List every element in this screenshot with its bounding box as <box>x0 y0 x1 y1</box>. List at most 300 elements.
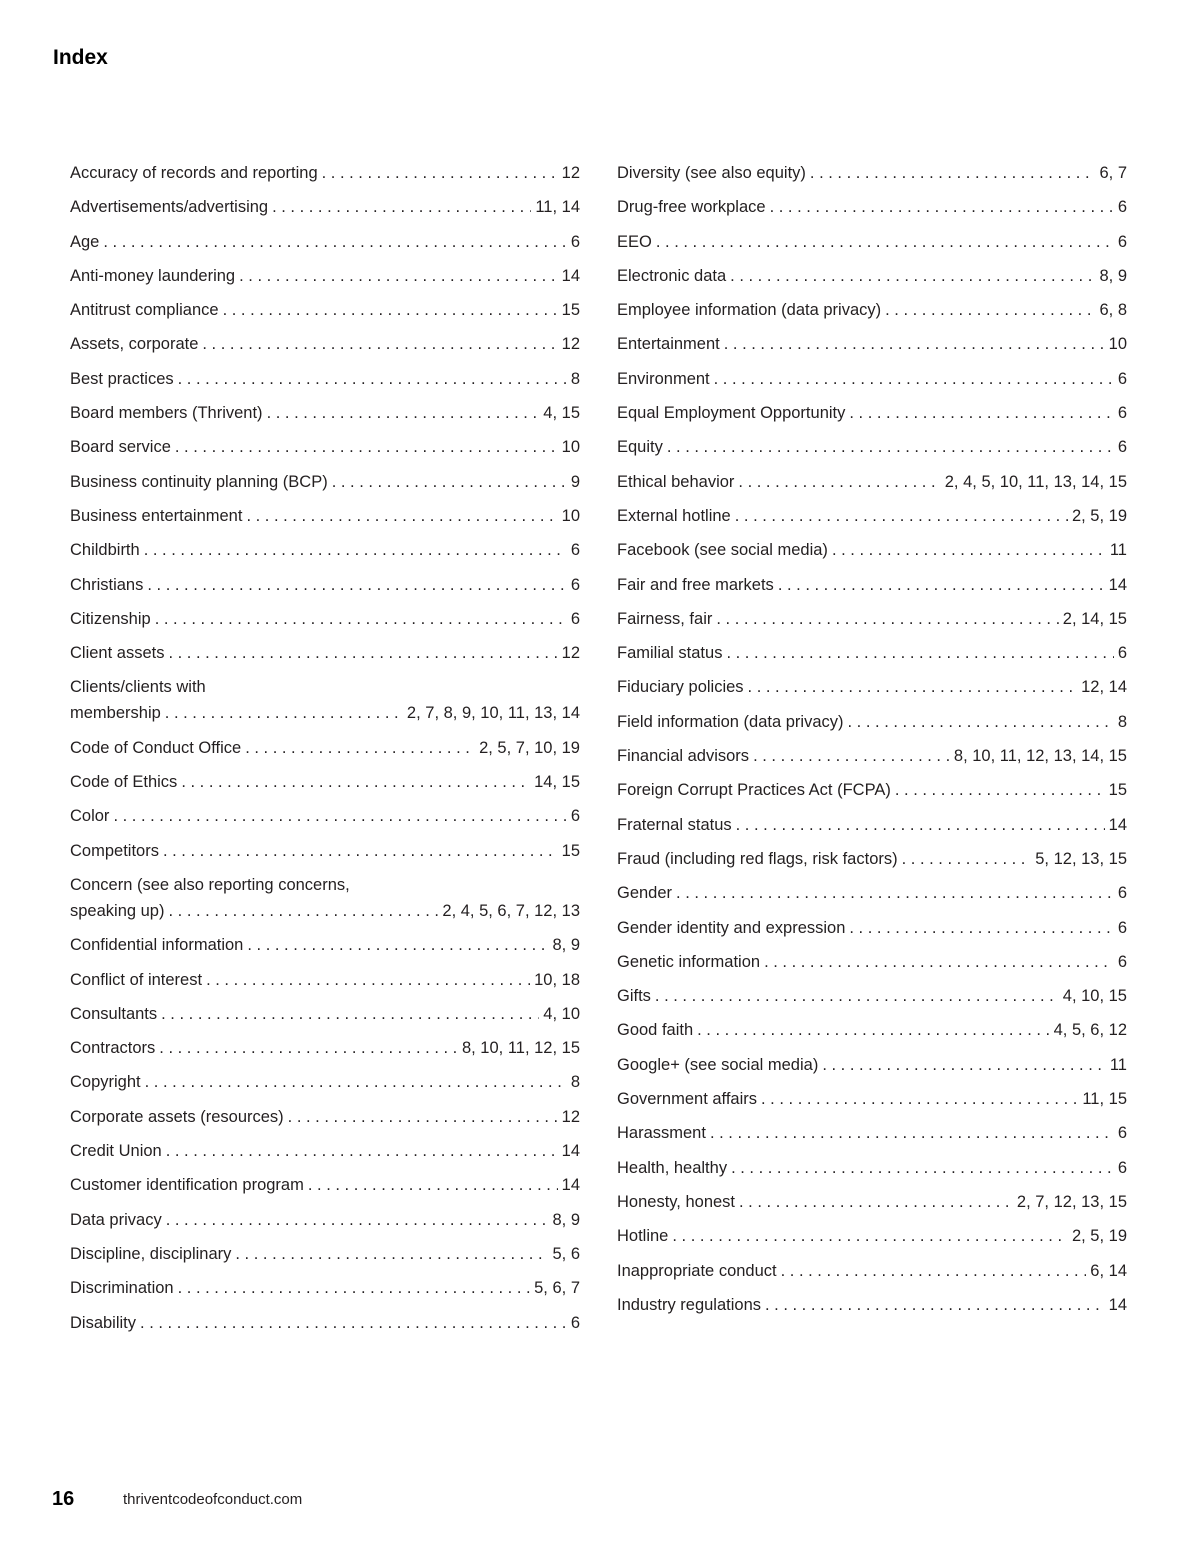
index-entry-line <box>70 1069 580 1095</box>
index-term: Anti-money laundering <box>70 266 236 285</box>
index-pages: 14, 15 <box>534 773 580 792</box>
dot-leader <box>235 1241 548 1267</box>
dot-leader <box>223 297 558 323</box>
index-pages: 2, 5, 19 <box>1071 1227 1127 1246</box>
index-entry <box>617 160 1127 186</box>
index-entry-line <box>70 898 580 924</box>
index-entry <box>617 606 1127 632</box>
index-entry-line <box>70 838 580 864</box>
index-term: Competitors <box>70 841 159 860</box>
page-number: 16 <box>52 1488 75 1510</box>
index-pages: 8 <box>570 1073 580 1092</box>
index-term: Equity <box>617 438 663 457</box>
index-entry-line <box>617 640 1127 666</box>
index-term: Christians <box>70 575 144 594</box>
index-entry-line <box>70 400 580 426</box>
index-entry-line <box>617 503 1127 529</box>
index-pages: 15 <box>561 841 580 860</box>
index-entry-line <box>70 572 580 598</box>
index-entry <box>617 1223 1127 1249</box>
dot-leader <box>178 1275 531 1301</box>
dot-leader <box>726 640 1113 666</box>
dot-leader <box>832 537 1106 563</box>
index-term: Harassment <box>617 1124 706 1143</box>
index-term: Field information (data privacy) <box>617 712 844 731</box>
index-entry <box>70 872 580 924</box>
index-term: Familial status <box>617 644 723 663</box>
index-entry <box>70 1001 580 1027</box>
index-pages: 6 <box>1117 438 1127 457</box>
index-entry <box>70 263 580 289</box>
index-term: Board members (Thrivent) <box>70 404 263 423</box>
index-pages: 5, 12, 13, 15 <box>1035 849 1127 868</box>
index-pages: 10 <box>1108 335 1127 354</box>
dot-leader <box>178 366 567 392</box>
index-entry-line <box>70 1001 580 1027</box>
index-pages: 8, 10, 11, 12, 13, 14, 15 <box>953 747 1127 766</box>
index-term: Hotline <box>617 1227 669 1246</box>
dot-leader <box>849 915 1113 941</box>
index-entry-line <box>70 434 580 460</box>
dot-leader <box>731 1155 1114 1181</box>
dot-leader <box>739 1189 1013 1215</box>
page-title: Index <box>53 46 108 69</box>
index-pages: 8 <box>1117 712 1127 731</box>
index-pages: 14 <box>1108 1295 1127 1314</box>
index-entry-line <box>617 1292 1127 1318</box>
dot-leader <box>332 469 567 495</box>
index-pages: 6 <box>570 541 580 560</box>
index-pages: 5, 6, 7 <box>534 1279 580 1298</box>
index-entry-line <box>617 194 1127 220</box>
index-entry <box>70 1172 580 1198</box>
index-entry <box>617 434 1127 460</box>
index-entry-line <box>70 1035 580 1061</box>
index-pages: 6 <box>1117 644 1127 663</box>
index-pages: 6 <box>1117 1158 1127 1177</box>
index-entry-line <box>70 503 580 529</box>
index-term: Code of Ethics <box>70 773 178 792</box>
index-entry-line <box>617 366 1127 392</box>
index-term: Copyright <box>70 1073 141 1092</box>
index-term: Financial advisors <box>617 747 750 766</box>
index-entry-line <box>617 1155 1127 1181</box>
dot-leader <box>246 503 557 529</box>
index-entry-line <box>70 263 580 289</box>
index-entry-line <box>70 1104 580 1130</box>
index-term: Business entertainment <box>70 506 243 525</box>
index-entry-line <box>617 709 1127 735</box>
index-term: Best practices <box>70 369 174 388</box>
index-term: Childbirth <box>70 541 140 560</box>
index-pages: 15 <box>1108 781 1127 800</box>
index-entry-line <box>617 949 1127 975</box>
dot-leader <box>175 434 558 460</box>
index-entry-line <box>617 846 1127 872</box>
dot-leader <box>848 709 1114 735</box>
dot-leader <box>716 606 1058 632</box>
index-entry <box>617 1052 1127 1078</box>
index-term: Facebook (see social media) <box>617 541 828 560</box>
index-pages: 11, 15 <box>1082 1090 1127 1109</box>
dot-leader <box>308 1172 558 1198</box>
index-term: Fiduciary policies <box>617 678 744 697</box>
index-term: Entertainment <box>617 335 720 354</box>
dot-leader <box>714 366 1114 392</box>
dot-leader <box>738 469 940 495</box>
index-entry-line <box>617 229 1127 255</box>
index-entry-line <box>70 967 580 993</box>
index-term: Diversity (see also equity) <box>617 164 806 182</box>
index-term: Business continuity planning (BCP) <box>70 472 328 491</box>
index-pages: 2, 14, 15 <box>1062 609 1127 628</box>
dot-leader <box>103 229 566 255</box>
index-term: Consultants <box>70 1004 158 1023</box>
index-term: Drug-free workplace <box>617 198 766 217</box>
index-entry-line <box>617 160 1127 186</box>
index-term: Confidential information <box>70 936 244 955</box>
dot-leader <box>676 880 1114 906</box>
index-pages: 10, 18 <box>534 970 580 989</box>
dot-leader <box>161 1001 539 1027</box>
index-entry-line <box>70 469 580 495</box>
index-entry <box>617 503 1127 529</box>
index-entry <box>70 1035 580 1061</box>
index-entry <box>70 1275 580 1301</box>
index-entry-line <box>617 1258 1127 1284</box>
index-pages: 14 <box>561 1176 580 1195</box>
index-entry-line <box>617 331 1127 357</box>
index-term: Client assets <box>70 644 165 663</box>
index-term: Corporate assets (resources) <box>70 1107 284 1126</box>
index-term: Discipline, disciplinary <box>70 1244 232 1263</box>
index-pages: 4, 5, 6, 12 <box>1053 1021 1127 1040</box>
dot-leader <box>710 1120 1114 1146</box>
index-term: Disability <box>70 1313 137 1332</box>
index-pages: 6 <box>1117 884 1127 903</box>
dot-leader <box>144 537 567 563</box>
index-entry-line <box>617 915 1127 941</box>
index-entry-line <box>617 606 1127 632</box>
dot-leader <box>895 777 1105 803</box>
dot-leader <box>140 1310 567 1336</box>
index-pages: 2, 5, 19 <box>1071 506 1127 525</box>
index-term-line1: Concern (see also reporting concerns, <box>70 875 350 894</box>
index-entry <box>617 297 1127 323</box>
index-entry <box>617 194 1127 220</box>
index-pages: 12 <box>561 1107 580 1126</box>
index-entry-line <box>617 263 1127 289</box>
index-term: Contractors <box>70 1039 156 1058</box>
index-entry-line <box>617 812 1127 838</box>
dot-leader <box>267 400 540 426</box>
index-term: Fairness, fair <box>617 609 713 628</box>
index-term: Environment <box>617 369 710 388</box>
index-entry <box>617 366 1127 392</box>
index-entry <box>70 434 580 460</box>
index-entry-line <box>617 983 1127 1009</box>
index-entry <box>617 1292 1127 1318</box>
index-term: Health, healthy <box>617 1158 728 1177</box>
index-pages: 14 <box>1108 815 1127 834</box>
index-term: speaking up) <box>70 901 165 920</box>
dot-leader <box>822 1052 1106 1078</box>
dot-leader <box>145 1069 567 1095</box>
dot-leader <box>166 1138 558 1164</box>
index-entry <box>70 838 580 864</box>
dot-leader <box>885 297 1095 323</box>
index-entry <box>70 967 580 993</box>
index-term: Discrimination <box>70 1279 174 1298</box>
index-term: Honesty, honest <box>617 1192 736 1211</box>
index-entry-line <box>70 803 580 829</box>
index-term: Conflict of interest <box>70 970 203 989</box>
index-entry <box>617 777 1127 803</box>
index-entry <box>70 469 580 495</box>
index-pages: 6 <box>570 1313 580 1332</box>
index-term: Fraternal status <box>617 815 732 834</box>
index-pages: 10 <box>561 438 580 457</box>
index-pages: 8, 9 <box>552 936 580 955</box>
index-pages: 2, 4, 5, 10, 11, 13, 14, 15 <box>944 472 1127 491</box>
dot-leader <box>147 572 566 598</box>
index-entry <box>70 606 580 632</box>
dot-leader <box>761 1086 1078 1112</box>
dot-leader <box>239 263 558 289</box>
dot-leader <box>166 1207 549 1233</box>
index-term: Board service <box>70 438 171 457</box>
index-pages: 6 <box>1117 404 1127 423</box>
index-entry <box>70 1310 580 1336</box>
index-pages: 6 <box>1117 369 1127 388</box>
index-pages: 6 <box>1117 232 1127 251</box>
index-term: Inappropriate conduct <box>617 1261 777 1280</box>
index-pages: 2, 5, 7, 10, 19 <box>479 738 580 757</box>
index-term: Ethical behavior <box>617 472 735 491</box>
index-entry-line <box>70 932 580 958</box>
dot-leader <box>778 572 1105 598</box>
dot-leader <box>247 932 548 958</box>
index-entry <box>617 1086 1127 1112</box>
index-entry-line <box>617 743 1127 769</box>
index-term: Google+ (see social media) <box>617 1055 819 1074</box>
index-entry-line <box>70 606 580 632</box>
index-entry <box>70 297 580 323</box>
dot-leader <box>753 743 950 769</box>
index-pages: 11 <box>1109 1055 1127 1074</box>
index-pages: 4, 15 <box>543 404 580 423</box>
dot-leader <box>656 229 1114 255</box>
index-entry-line <box>617 1189 1127 1215</box>
index-term: Fraud (including red flags, risk factors) <box>617 849 898 868</box>
index-entry <box>617 915 1127 941</box>
index-pages: 6 <box>1117 198 1127 217</box>
index-pages: 6, 8 <box>1099 301 1127 320</box>
index-entry-line <box>617 1120 1127 1146</box>
index-entry <box>70 572 580 598</box>
index-pages: 4, 10, 15 <box>1062 987 1127 1006</box>
index-entry-line <box>617 1052 1127 1078</box>
dot-leader <box>168 898 438 924</box>
index-term: Foreign Corrupt Practices Act (FCPA) <box>617 781 891 800</box>
index-column-left <box>70 160 580 1344</box>
index-entry <box>70 769 580 795</box>
index-pages: 8 <box>570 369 580 388</box>
index-entry <box>70 537 580 563</box>
dot-leader <box>159 1035 458 1061</box>
index-term: Citizenship <box>70 609 151 628</box>
index-entry <box>70 803 580 829</box>
index-term: External hotline <box>617 506 731 525</box>
index-entry <box>70 229 580 255</box>
index-entry-line <box>70 297 580 323</box>
index-entry <box>70 331 580 357</box>
dot-leader <box>781 1258 1087 1284</box>
index-pages: 12, 14 <box>1081 678 1127 697</box>
dot-leader <box>810 160 1096 186</box>
index-pages: 15 <box>561 301 580 320</box>
index-pages: 2, 7, 12, 13, 15 <box>1016 1192 1127 1211</box>
index-entry-line <box>70 1138 580 1164</box>
index-entry <box>617 572 1127 598</box>
dot-leader <box>165 700 403 726</box>
index-entry-line <box>70 366 580 392</box>
index-pages: 2, 7, 8, 9, 10, 11, 13, 14 <box>406 704 580 723</box>
index-entry-line <box>70 229 580 255</box>
index-entry <box>617 1189 1127 1215</box>
index-term: Industry regulations <box>617 1295 761 1314</box>
index-term: Gender identity and expression <box>617 918 846 937</box>
index-pages: 6 <box>570 807 580 826</box>
dot-leader <box>748 674 1078 700</box>
index-entry-line <box>70 331 580 357</box>
index-entry-line <box>617 777 1127 803</box>
index-term: membership <box>70 704 161 723</box>
index-entry <box>617 1258 1127 1284</box>
dot-leader <box>735 503 1068 529</box>
dot-leader <box>849 400 1113 426</box>
dot-leader <box>672 1223 1068 1249</box>
index-pages: 8, 10, 11, 12, 15 <box>461 1039 580 1058</box>
index-entry-line <box>70 735 580 761</box>
index-entry-line <box>617 1017 1127 1043</box>
index-pages: 5, 6 <box>552 1244 580 1263</box>
index-pages: 6 <box>570 609 580 628</box>
index-entry <box>617 263 1127 289</box>
index-entry-line <box>70 1275 580 1301</box>
dot-leader <box>322 160 558 186</box>
index-entry-line <box>70 1172 580 1198</box>
index-entry <box>617 640 1127 666</box>
index-pages: 11, 14 <box>535 198 580 217</box>
index-entry-line <box>70 640 580 666</box>
index-pages: 10 <box>561 506 580 525</box>
index-pages: 8, 9 <box>552 1210 580 1229</box>
index-entry <box>70 366 580 392</box>
index-entry <box>70 932 580 958</box>
dot-leader <box>697 1017 1049 1043</box>
index-entry <box>617 846 1127 872</box>
dot-leader <box>155 606 567 632</box>
dot-leader <box>181 769 530 795</box>
index-entry-line <box>617 674 1127 700</box>
index-pages: 14 <box>561 266 580 285</box>
index-entry <box>70 400 580 426</box>
index-entry <box>617 709 1127 735</box>
index-term: Accuracy of records and reporting <box>70 164 318 182</box>
index-entry <box>617 812 1127 838</box>
index-entry-line <box>70 194 580 220</box>
index-pages: 14 <box>1108 575 1127 594</box>
dot-leader <box>113 803 566 829</box>
index-term: Color <box>70 807 110 826</box>
index-entry <box>70 1104 580 1130</box>
index-term: Fair and free markets <box>617 575 774 594</box>
index-term: Electronic data <box>617 266 727 285</box>
index-column-right <box>617 160 1127 1326</box>
index-entry <box>617 469 1127 495</box>
dot-leader <box>245 735 475 761</box>
index-term: Code of Conduct Office <box>70 738 242 757</box>
dot-leader <box>272 194 531 220</box>
index-entry-line <box>70 1241 580 1267</box>
index-entry-line <box>617 880 1127 906</box>
dot-leader <box>168 640 557 666</box>
index-entry <box>617 1155 1127 1181</box>
index-entry <box>617 983 1127 1009</box>
index-entry-line <box>617 434 1127 460</box>
index-entry <box>617 1017 1127 1043</box>
index-term: Genetic information <box>617 952 761 971</box>
dot-leader <box>902 846 1032 872</box>
index-term-line1: Clients/clients with <box>70 678 206 697</box>
index-pages: 6 <box>1117 1124 1127 1143</box>
index-pages: 12 <box>561 335 580 354</box>
index-term: Age <box>70 232 100 251</box>
index-term: Good faith <box>617 1021 694 1040</box>
index-entry-line <box>70 537 580 563</box>
index-entry-line <box>617 537 1127 563</box>
index-entry-line <box>617 469 1127 495</box>
index-term: Equal Employment Opportunity <box>617 404 846 423</box>
dot-leader <box>736 812 1105 838</box>
index-entry-line <box>70 1310 580 1336</box>
index-term: Assets, corporate <box>70 335 199 354</box>
index-entry-line <box>617 1086 1127 1112</box>
index-entry <box>617 674 1127 700</box>
index-pages: 6 <box>570 575 580 594</box>
index-entry <box>617 743 1127 769</box>
index-pages: 6 <box>1117 952 1127 971</box>
index-term: Antitrust compliance <box>70 301 219 320</box>
index-term: Gifts <box>617 987 651 1006</box>
index-entry <box>617 400 1127 426</box>
index-pages: 6, 14 <box>1090 1261 1127 1280</box>
index-entry-line <box>70 160 580 186</box>
dot-leader <box>655 983 1059 1009</box>
dot-leader <box>724 331 1105 357</box>
index-pages: 9 <box>570 472 580 491</box>
index-entry <box>617 1120 1127 1146</box>
index-term: Credit Union <box>70 1142 162 1161</box>
index-pages: 12 <box>561 644 580 663</box>
index-entry <box>70 1069 580 1095</box>
index-entry <box>617 949 1127 975</box>
index-entry <box>70 1138 580 1164</box>
index-entry-line <box>617 400 1127 426</box>
index-entry-line <box>617 1223 1127 1249</box>
dot-leader <box>730 263 1095 289</box>
